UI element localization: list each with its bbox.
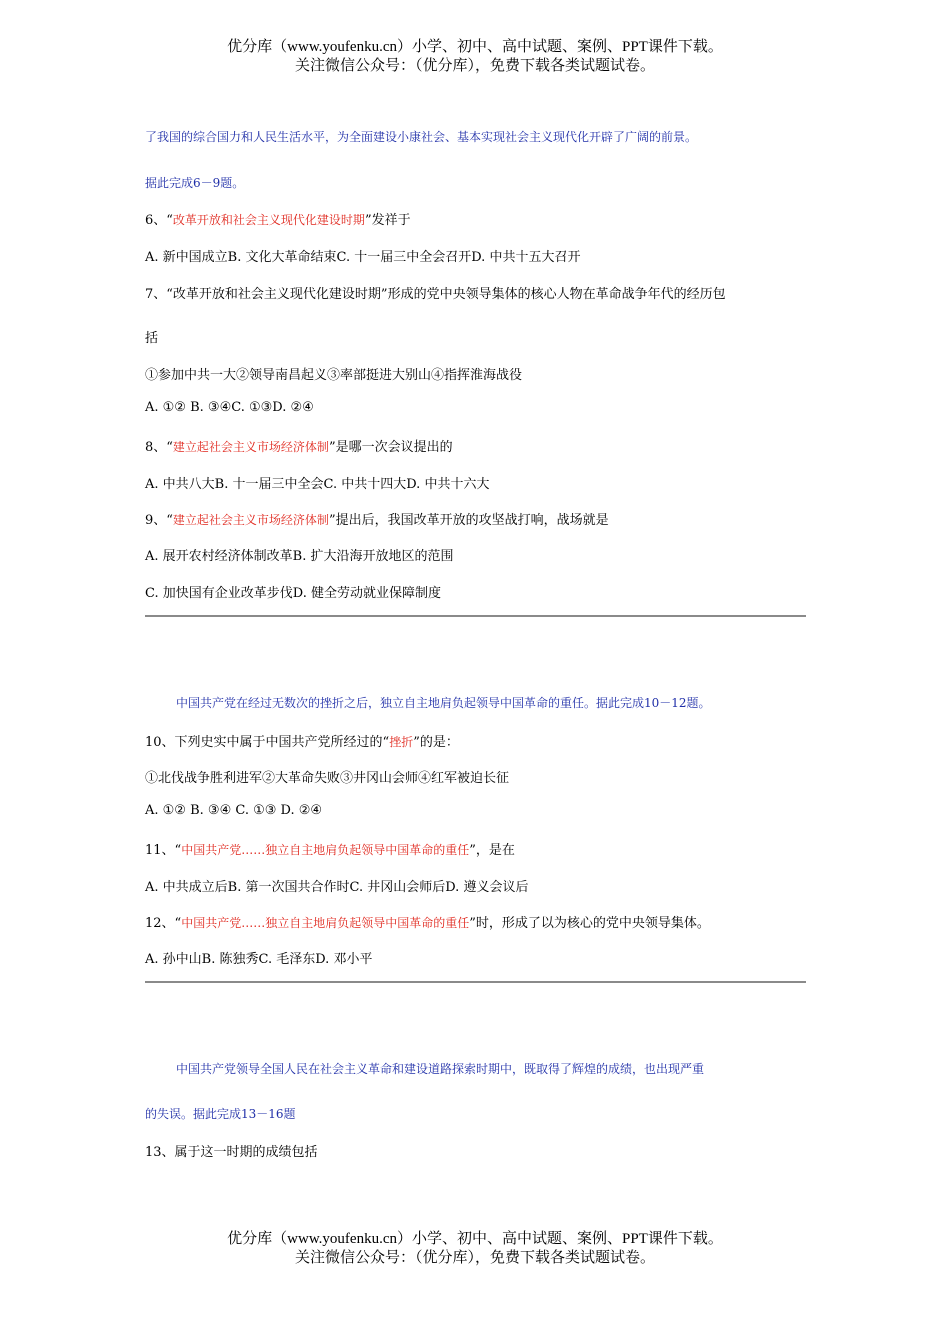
question-8-prefix: 8、“ [145, 440, 173, 455]
question-6-highlight: 改革开放和社会主义现代化建设时期 [172, 213, 365, 227]
question-10-suffix: ”的是： [413, 735, 459, 750]
header-line-1: 优分库（www.youfenku.cn）小学、初中、高中试题、案例、PPT课件下载。 [227, 39, 723, 55]
page-header [0, 38, 950, 76]
question-9-options-2: C. 加快国有企业改革步伐D. 健全劳动就业保障制度 [145, 586, 441, 601]
question-12 [145, 912, 710, 931]
question-11-suffix: ”，是在 [469, 843, 515, 858]
section3-intro-line-2: 的失误。据此完成13－16题 [145, 1107, 296, 1121]
footer-line-1: 优分库（www.youfenku.cn）小学、初中、高中试题、案例、PPT课件下载。 [227, 1231, 723, 1247]
question-12-highlight: 中国共产党……独立自主地肩负起领导中国革命的重任 [181, 916, 470, 930]
question-9-options-1: A. 展开农村经济体制改革B. 扩大沿海开放地区的范围 [145, 549, 454, 564]
footer-line-2: 关注微信公众号：（优分库），免费下载各类试题试卷。 [294, 1250, 655, 1266]
question-6-prefix: 6、“ [145, 213, 173, 228]
question-6-options: A. 新中国成立B. 文化大革命结束C. 十一届三中全会召开D. 中共十五大召开 [145, 250, 581, 265]
question-11-highlight: 中国共产党……独立自主地肩负起领导中国革命的重任 [181, 843, 470, 857]
question-6-suffix: ”发祥于 [364, 213, 411, 228]
question-10-items: ①北伐战争胜利进军②大革命失败③井冈山会师④红军被迫长征 [145, 771, 510, 786]
section1-intro: 了我国的综合国力和人民生活水平，为全面建设小康社会、基本实现社会主义现代化开辟了广阔的前景。 [145, 130, 698, 144]
section2-intro: 中国共产党在经过无数次的挫折之后，独立自主地肩负起领导中国革命的重任。据此完成10－12题。 [176, 696, 711, 710]
question-8-options: A. 中共八大B. 十一届三中全会C. 中共十四大D. 中共十六大 [145, 477, 490, 492]
question-8-suffix: ”是哪一次会议提出的 [328, 440, 453, 455]
question-7-line-2: 括 [145, 331, 159, 346]
question-11 [145, 839, 515, 858]
question-12-options: A. 孙中山B. 陈独秀C. 毛泽东D. 邓小平 [145, 952, 373, 967]
question-11-prefix: 11、“ [145, 843, 182, 858]
page-footer [0, 1230, 950, 1268]
section3-intro-line-1: 中国共产党领导全国人民在社会主义革命和建设道路探索时期中，既取得了辉煌的成绩，也出现严重 [176, 1062, 705, 1076]
question-10-prefix: 10、下列史实中属于中国共产党所经过的“ [145, 735, 390, 750]
question-7-items: ①参加中共一大②领导南昌起义③率部挺进大别山④指挥淮海战役 [145, 368, 523, 383]
question-11-options: A. 中共成立后B. 第一次国共合作时C. 井冈山会师后D. 遵义会议后 [145, 880, 529, 895]
question-9-prefix: 9、“ [145, 513, 173, 528]
question-8-highlight: 建立起社会主义市场经济体制 [172, 440, 329, 454]
question-10-highlight: 挫折 [389, 735, 414, 749]
question-12-prefix: 12、“ [145, 916, 182, 931]
header-line-2: 关注微信公众号：（优分库），免费下载各类试题试卷。 [294, 58, 655, 74]
section-divider-1 [145, 615, 806, 617]
question-7-line-1: 7、“改革开放和社会主义现代化建设时期”形成的党中央领导集体的核心人物在革命战争年代的经历包 [145, 287, 726, 302]
question-10-options: A. ①② B. ③④ C. ①③ D. ②④ [145, 803, 323, 818]
question-13: 13、属于这一时期的成绩包括 [145, 1145, 318, 1160]
section1-instruction: 据此完成6－9题。 [145, 176, 245, 190]
question-9-suffix: ”提出后，我国改革开放的攻坚战打响，战场就是 [328, 513, 609, 528]
question-9 [145, 509, 609, 528]
question-8 [145, 436, 453, 455]
section-divider-2 [145, 981, 806, 983]
question-10 [145, 731, 459, 750]
question-12-suffix: ”时，形成了以为核心的党中央领导集体。 [469, 916, 710, 931]
question-9-highlight: 建立起社会主义市场经济体制 [172, 513, 329, 527]
question-6 [145, 209, 411, 228]
question-7-options: A. ①② B. ③④C. ①③D. ②④ [145, 400, 314, 415]
